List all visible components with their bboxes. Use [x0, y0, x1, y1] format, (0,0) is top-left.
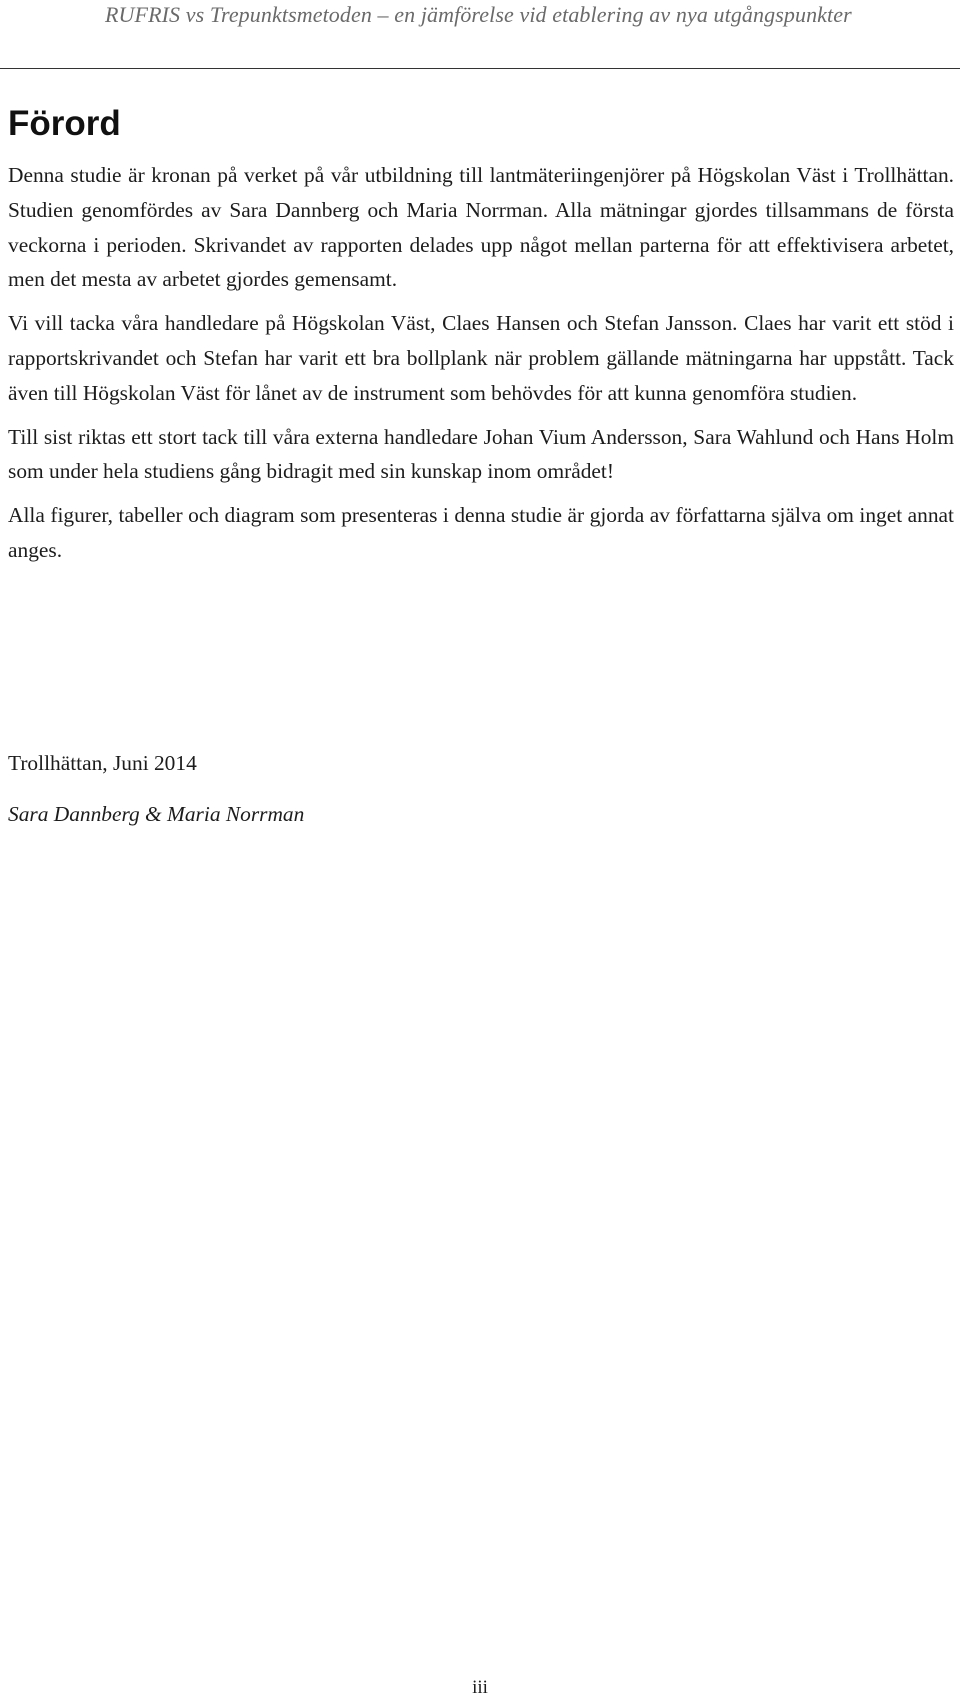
page-number: iii: [472, 1677, 488, 1698]
signature: Sara Dannberg & Maria Norrman: [8, 802, 305, 826]
paragraph-supervisors: Vi vill tacka våra handledare på Högskolan Väst, Claes Hansen och Stefan Jansson. Claes har varit ett stöd i rapportskrivandet och Stefan har varit ett bra bollplank när problem gällande mätningarna har uppstått. Tack även till Högskolan Väst för lånet av de instrument som behövdes för att kunna genomföra studien.: [8, 311, 954, 405]
page-content: [8, 100, 954, 577]
running-header: [0, 0, 960, 69]
page-heading: Förord: [8, 104, 121, 143]
paragraph-intro: Denna studie är kronan på verket på vår utbildning till lantmäteriingenjörer på Högskolan Väst i Trollhättan. Studien genomfördes av Sara Dannberg och Maria Norrman. Alla mätningar gjordes tillsammans de första veckorna i perioden. Skrivandet av rapporten delades upp något mellan parterna för att effektivisera arbetet, men det mesta av arbetet gjordes gemensamt.: [8, 163, 954, 292]
running-header-title: RUFRIS vs Trepunktsmetoden – en jämförelse vid etablering av nya utgångspunkter: [105, 2, 852, 27]
place-date: Trollhättan, Juni 2014: [8, 751, 197, 775]
paragraph-figures-note: Alla figurer, tabeller och diagram som presenteras i denna studie är gjorda av författarna själva om inget annat anges.: [8, 503, 954, 562]
paragraph-external-thanks: Till sist riktas ett stort tack till våra externa handledare Johan Vium Andersson, Sara Wahlund och Hans Holm som under hela studiens gång bidragit med sin kunskap inom området!: [8, 424, 954, 484]
